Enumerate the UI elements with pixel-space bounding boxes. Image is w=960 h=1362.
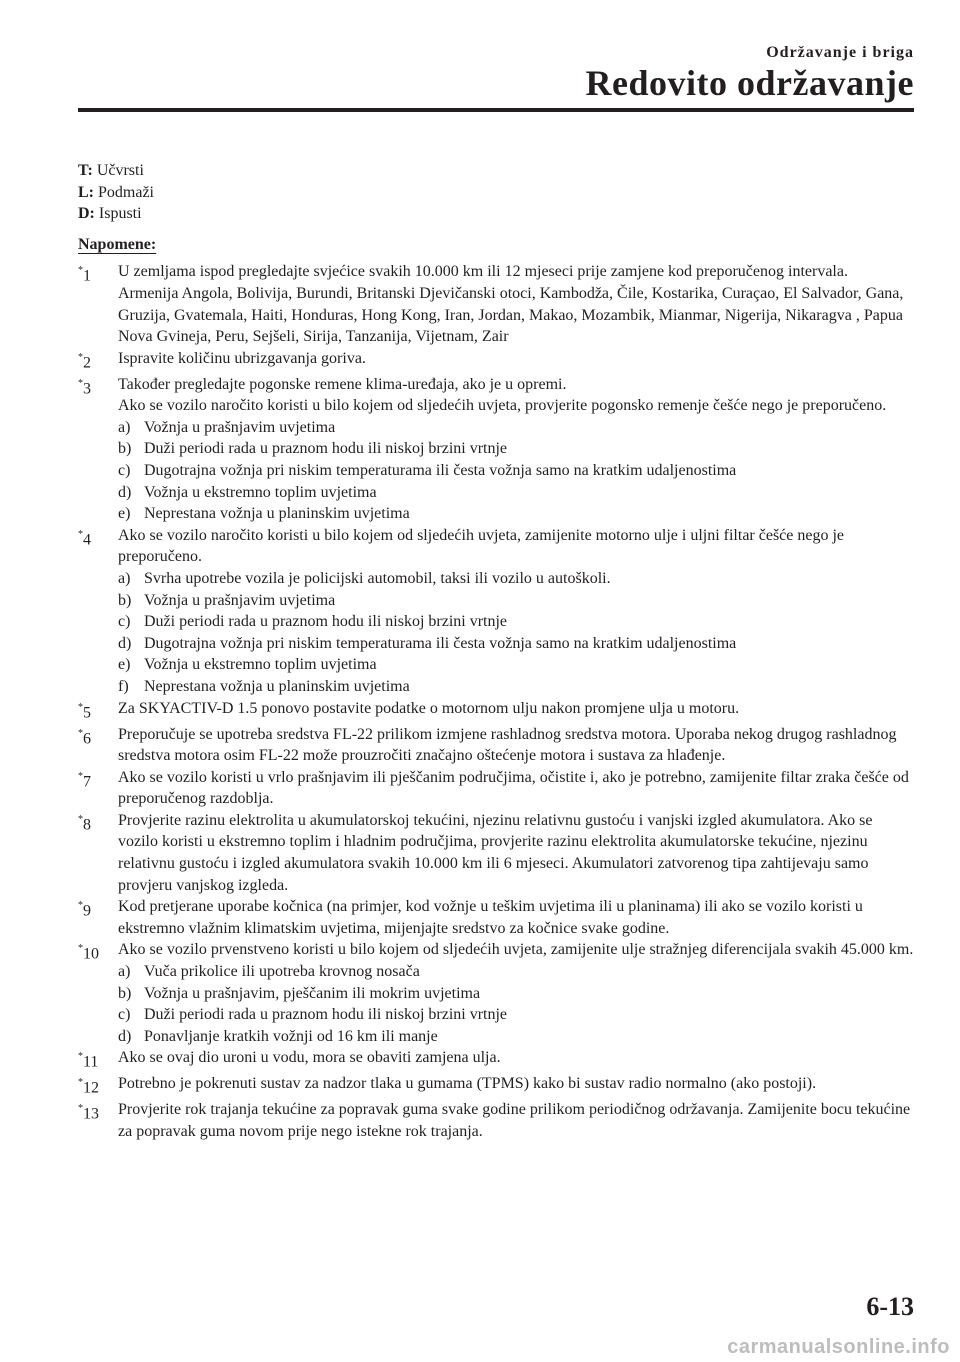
note-paragraph: Provjerite razinu elektrolita u akumulatorskoj tekućini, njezinu relativnu gustoću i vanjski izgled akumulatora. Ako se vozilo koristi u ekstremno toplim i hladnim područjima, provjerite razinu elektrolita akumulatorske tekućine, njezinu relativnu gustoću i izgled akumulatora svakih 10.000 km ili 6 mjeseci. Akumulatori zatvorenog tipa zahtijevaju samo provjeru vanjskog izgleda. [118,811,873,894]
note-item [78,348,914,374]
note-number-text: 10 [83,945,99,963]
abbreviation-text: Učvrsti [96,162,144,179]
note-paragraph: Ako se vozilo naročito koristi u bilo kojem od sljedećih uvjeta, zamijenite motorno ulje i uljni filtar češće nego je preporučeno. [118,526,845,566]
footnote-asterisk: * [78,900,83,912]
note-paragraph: Kod pretjerane uporabe kočnica (na primjer, kod vožnje u teškim uvjetima ili u planinama) ili ako se vozilo koristi u ekstremno vlažnim klimatskim uvjetima, mijenjajte sredstvo za kočnice svake godine. [118,898,863,937]
subitem-label: c) [118,1006,131,1024]
note-subitem [118,438,914,460]
header-divider [78,108,914,112]
note-paragraph: Ako se vozilo prvenstveno koristi u bilo kojem od sljedećih uvjeta, zamijenite ulje stražnjeg diferencijala svakih 45.000 km. [118,941,914,959]
note-item [78,374,914,525]
note-item [78,767,914,810]
footnote-asterisk: * [78,528,83,540]
footnote-asterisk: * [78,265,83,277]
page-content [78,160,914,1142]
note-item [78,1073,914,1099]
note-body [118,939,914,1047]
abbreviation-code: D: [78,205,95,223]
subitem-text: Ponavljanje kratkih vožnji od 16 km ili manje [144,1027,438,1045]
note-body [118,261,914,347]
note-subitem [118,417,914,439]
note-paragraph: Ako se vozilo naročito koristi u bilo kojem od sljedećih uvjeta, provjerite pogonsko remenje češće nego je preporučeno. [118,397,887,415]
note-item [78,896,914,939]
subitem-text: Vuča prikolice ili upotreba krovnog nosača [144,963,420,981]
note-body [118,724,914,767]
note-subitem [118,633,914,655]
page-title: Redovito održavanje [585,63,914,103]
footnote-asterisk: * [78,813,83,825]
note-body [118,374,914,525]
note-number [78,1073,118,1099]
note-body [118,348,914,374]
subitem-text: Vožnja u prašnjavim uvjetima [144,418,336,436]
footnote-asterisk: * [78,1051,83,1063]
note-number-text: 8 [83,816,91,834]
watermark-logo: carmanualsonline.info [727,1336,950,1358]
note-subitem [118,654,914,676]
note-body [118,525,914,698]
note-number [78,896,118,939]
note-number-text: 1 [83,267,91,285]
subitem-label: c) [118,462,131,480]
abbreviation-item [78,203,914,225]
subitem-label: d) [118,1027,132,1045]
note-paragraph: Armenija Angola, Bolivija, Burundi, Britanski Djevičanski otoci, Kambodža, Čile, Kostarika, Curaçao, El Salvador, Gana, Gruzija, Gvatemala, Haiti, Honduras, Hong Kong, Iran, Jordan, Makao, Mozambik, Mianmar, Nigerija, Nikaragva , Papua Nova Gvineja, Peru, Sejšeli, Sirija, Tanzanija, Vijetnam, Zair [118,284,904,346]
subitem-text: Dugotrajna vožnja pri niskim temperaturama ili česta vožnja samo na kratkim udaljenostima [144,462,737,480]
subitem-text: Vožnja u ekstremno toplim uvjetima [144,656,377,674]
note-number-text: 5 [83,703,91,721]
note-number-text: 12 [83,1079,99,1097]
subitem-text: Svrha upotrebe vozila je policijski automobil, taksi ili vozilo u autoškoli. [144,570,611,588]
footnote-asterisk: * [78,770,83,782]
abbreviation-text: Podmaži [98,183,154,201]
note-subitem [118,1026,914,1048]
note-number-text: 13 [83,1105,99,1123]
note-paragraph: Potrebno je pokrenuti sustav za nadzor tlaka u gumama (TPMS) kako bi sustav radio normalno (ako postoji). [118,1075,817,1093]
subitem-text: Duži periodi rada u praznom hodu ili niskoj brzini vrtnje [144,440,508,458]
subitem-text: Vožnja u ekstremno toplim uvjetima [144,483,377,501]
note-body [118,810,914,896]
subitem-label: e) [118,505,131,523]
subitem-label: f) [118,677,129,695]
subitem-label: e) [118,656,131,674]
note-item [78,1099,914,1142]
note-item [78,939,914,1047]
note-number [78,767,118,810]
abbreviation-code: L: [78,183,94,201]
subitem-text: Vožnja u prašnjavim uvjetima [144,591,336,609]
note-body [118,767,914,810]
note-subitem [118,460,914,482]
note-body [118,896,914,939]
note-subitem [118,568,914,590]
note-number [78,374,118,525]
note-paragraph: U zemljama ispod pregledajte svjećice svakih 10.000 km ili 12 mjeseci prije zamjene kod preporučenog intervala. [118,263,848,281]
abbreviation-item [78,182,914,204]
note-subitem [118,1004,914,1026]
subitem-label: b) [118,984,132,1002]
note-body [118,698,914,724]
abbreviation-list [78,160,914,225]
note-subitem [118,590,914,612]
note-paragraph: Za SKYACTIV-D 1.5 ponovo postavite podatke o motornom ulju nakon promjene ulja u motoru. [118,699,740,717]
footnote-asterisk: * [78,351,83,363]
footnote-asterisk: * [78,701,83,713]
subitem-label: a) [118,963,131,981]
note-item [78,525,914,698]
note-number [78,810,118,896]
page-number: 6-13 [866,1292,914,1321]
note-body [118,1073,914,1099]
note-subitem [118,503,914,525]
note-number [78,1099,118,1142]
subitem-text: Duži periodi rada u praznom hodu ili niskoj brzini vrtnje [144,1006,508,1024]
note-number [78,525,118,698]
note-paragraph: Ako se ovaj dio uroni u vodu, mora se obaviti zamjena ulja. [118,1049,501,1067]
footnote-asterisk: * [78,943,83,955]
note-number-text: 11 [83,1053,99,1071]
note-item [78,810,914,896]
note-number-text: 4 [83,531,91,549]
note-number-text: 9 [83,902,91,920]
subitem-text: Duži periodi rada u praznom hodu ili niskoj brzini vrtnje [144,613,508,631]
subitem-text: Vožnja u prašnjavim, pješčanim ili mokrim uvjetima [144,984,481,1002]
section-title: Održavanje i briga [766,44,914,61]
abbreviation-text: Ispusti [98,205,142,223]
subitem-label: c) [118,613,131,631]
note-body [118,1099,914,1142]
note-subitem [118,983,914,1005]
note-number [78,724,118,767]
abbreviation-code: T: [78,162,93,179]
note-body [118,1047,914,1073]
note-subitem [118,611,914,633]
note-paragraph: Također pregledajte pogonske remene klima-uređaja, ako je u opremi. [118,375,567,393]
footnote-asterisk: * [78,1077,83,1089]
note-paragraph: Preporučuje se upotreba sredstva FL-22 prilikom izmjene rashladnog sredstva motora. Uporaba nekog drugog rashladnog sredstva motora osim FL-22 može prouzročiti značajno oštećenje motora i sustava za hlađenje. [118,725,897,765]
note-subitem [118,482,914,504]
note-number [78,939,118,1047]
subitem-label: d) [118,483,132,501]
subitem-label: d) [118,634,132,652]
note-number [78,261,118,347]
subitem-text: Dugotrajna vožnja pri niskim temperaturama ili česta vožnja samo na kratkim udaljenostima [144,634,737,652]
subitem-label: b) [118,591,132,609]
note-number-text: 6 [83,729,91,747]
note-number [78,348,118,374]
subitem-label: b) [118,440,132,458]
subitem-label: a) [118,418,131,436]
note-item [78,698,914,724]
notes-heading: Napomene: [78,235,157,253]
note-number-text: 2 [83,354,91,372]
note-paragraph: Ispravite količinu ubrizgavanja goriva. [118,349,366,367]
note-number [78,698,118,724]
note-subitem [118,676,914,698]
notes-list [78,261,914,1142]
note-number-text: 3 [83,380,91,397]
abbreviation-item [78,160,914,182]
note-item [78,1047,914,1073]
note-item [78,261,914,347]
footnote-asterisk: * [78,1103,83,1115]
note-item [78,724,914,767]
note-subitem [118,961,914,983]
note-paragraph: Ako se vozilo koristi u vrlo prašnjavim ili pješčanim područjima, očistite i, ako je potrebno, zamijenite filtar zraka češće od preporučenog razdoblja. [118,768,909,808]
subitem-text: Neprestana vožnja u planinskim uvjetima [144,505,410,523]
note-paragraph: Provjerite rok trajanja tekućine za popravak guma svake godine prilikom periodičnog održavanja. Zamijenite bocu tekućine za popravak guma novom prije nego istekne rok trajanja. [118,1101,911,1140]
footnote-asterisk: * [78,377,83,389]
subitem-label: a) [118,570,131,588]
subitem-text: Neprestana vožnja u planinskim uvjetima [144,677,410,695]
footnote-asterisk: * [78,727,83,739]
note-number [78,1047,118,1073]
note-number-text: 7 [83,773,91,791]
